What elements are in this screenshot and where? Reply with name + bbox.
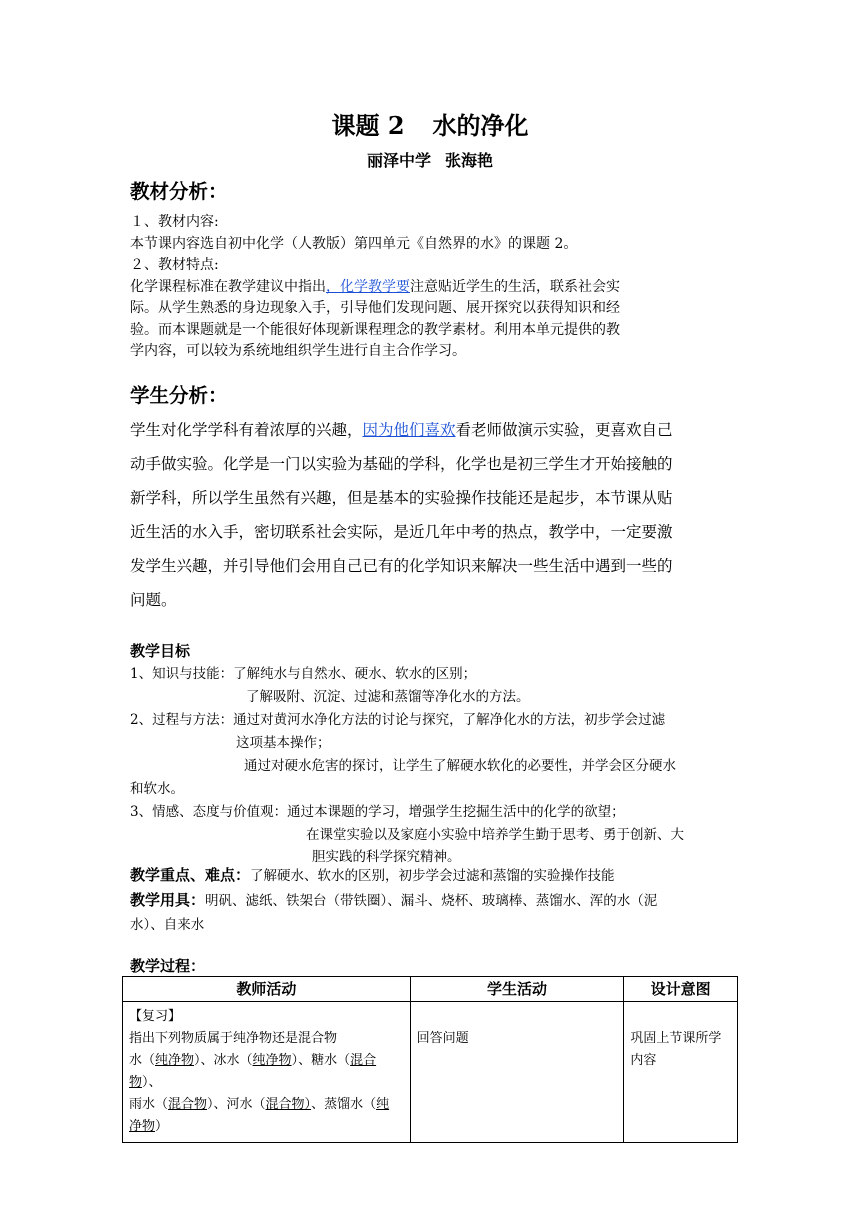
text-span: ）、河水（ [207,1097,266,1112]
review-answer-line3 [129,1116,404,1138]
section-heading-students: 学生分析： [130,384,228,407]
design-intent-cell [624,1002,738,1143]
text-span: 水（ [129,1053,156,1068]
keypoints-text: 了解硬水、软水的区别，初步学会过滤和蒸馏的实验操作技能 [250,868,615,884]
tools-line2: 水）、自来水 [130,917,205,933]
answer-span: 纯净物 [155,1053,195,1068]
review-answer-line2 [129,1094,404,1116]
student-line4: 近生活的水入手，密切联系社会实际，是近几年中考的热点，教学中，一定要激 [130,523,673,541]
answer-span: 纯净物 [252,1053,292,1068]
author-name: 张海艳 [445,151,494,170]
text-span: ）、 [142,1075,162,1090]
text-span: 化学课程标准在教学建议中指出 [130,278,326,295]
text-span: ）、糖水（ [291,1053,351,1068]
text-span: 通过本课题的学习，增强学生挖掘生活中的化学的欲望； [287,804,625,820]
text-span: 了解纯水与自然水、硬水、软水的区别； [233,666,477,682]
text-span: 、蒸馏水（ [311,1097,377,1112]
student-line3: 新学科，所以学生虽然有兴趣，但是基本的实验操作技能还是起步，本节课从贴 [130,489,673,507]
goal2-line2: 这项基本操作； [236,735,331,751]
goal1-line1 [130,663,740,686]
answer-span: 混合物） [265,1097,312,1112]
student-line5: 发学生兴趣，并引导他们会用自己已有的化学知识来解决一些生活中遇到一些的 [130,557,673,575]
student-line6: 问题。 [130,591,177,609]
keypoints-label: 教学重点、难点： [130,866,251,884]
section-heading-textbook: 教材分析： [130,180,228,203]
goal1-line2: 了解吸附、沉淀、过滤和蒸馏等净化水的方法。 [246,689,530,705]
text-span: ）、冰水（ [194,1053,253,1068]
goal-label: 3、情感、态度与价值观： [130,804,288,820]
textbook-item2-line4: 学内容，可以较为系统地组织学生进行自主合作学习。 [130,343,466,359]
answer-span: 净物 [129,1119,156,1134]
answer-span: 混合物 [129,1053,377,1090]
student-line2: 动手做实验。化学是一门以实验为基础的学科，化学也是初三学生才开始接触的 [130,455,673,473]
student-analysis [130,413,740,617]
goal3-line1 [130,801,740,824]
textbook-item2-line2: 际。从学生熟悉的身边现象入手，引导他们发现问题、展开探究以获得知识和经 [130,300,620,316]
text-span: ） [155,1119,169,1134]
review-question: 指出下列物质属于纯净物还是混合物 [129,1031,338,1046]
intent-line2: 内容 [630,1053,657,1068]
textbook-item2-line1 [130,277,740,299]
goal2-line3: 通过对硬水危害的探讨，让学生了解硬水软化的必要性，并学会区分硬水 [244,758,676,774]
section-heading-process: 教学过程： [130,957,206,975]
text-span: 学生对化学学科有着浓厚的兴趣， [130,421,363,439]
student-activity-cell: 回答问题 [410,1002,624,1143]
school-name: 丽泽中学 [366,151,431,170]
key-and-tools [130,863,740,937]
text-span: 注意贴近学生的生活，联系社会实 [410,278,620,295]
textbook-item1-text: 本节课内容选自初中化学（人教版）第四单元《自然界的水》的课题 2。 [130,235,578,252]
process-table [122,976,738,1143]
column-header-student: 学生活动 [410,977,624,1002]
goal2-line4: 和软水。 [130,781,184,797]
section-heading-goals: 教学目标 [130,642,191,660]
textbook-item1-label: １、教材内容: [130,214,219,230]
author-line [0,148,860,171]
tools-text: 明矾、滤纸、铁架台（带铁圈）、漏斗、烧杯、玻璃棒、蒸馏水、浑的水（泥 [205,893,658,909]
table-row [123,1002,738,1143]
goal-label: 2、过程与方法： [130,712,234,728]
textbook-analysis [130,212,740,363]
hyperlink-text[interactable]: ，化学教学要 [326,278,410,295]
column-header-teacher: 教师活动 [123,977,411,1002]
review-tag: 【复习】 [129,1009,182,1024]
page-title [0,106,860,141]
answer-span: 混合物 [168,1097,208,1112]
column-header-intent: 设计意图 [624,977,738,1002]
tools-label: 教学用具： [130,891,206,909]
answer-span: 纯 [376,1097,390,1112]
student-line1 [130,413,740,447]
title-number: 课题 2 [331,111,405,140]
keypoints-line [130,863,740,888]
table-header-row [123,977,738,1002]
text-span: 看老师做演示实验，更喜欢自己 [455,421,673,439]
goal2-line1 [130,709,740,732]
goal-label: 1、知识与技能： [130,666,234,682]
goal3-line3: 胆实践的科学探究精神。 [312,849,461,865]
text-span: 通过对黄河水净化方法的讨论与探究，了解净化水的方法，初步学会过滤 [233,712,666,728]
review-answer-line1 [129,1050,404,1094]
teaching-goals [130,663,740,867]
title-text: 水的净化 [432,111,529,140]
goal3-line2: 在课堂实验以及家庭小实验中培养学生勤于思考、勇于创新、大 [306,827,684,843]
textbook-item2-label: ２、教材特点: [130,257,219,273]
text-span: 雨水（ [129,1097,169,1112]
teacher-activity-cell [123,1002,411,1143]
textbook-item2-line3: 验。而本课题就是一个能很好体现新课程理念的教学素材。利用本单元提供的教 [130,321,620,338]
intent-line1: 巩固上节课所学 [630,1031,722,1046]
hyperlink-text[interactable]: 因为他们喜欢 [362,421,456,439]
tools-line1 [130,888,740,913]
